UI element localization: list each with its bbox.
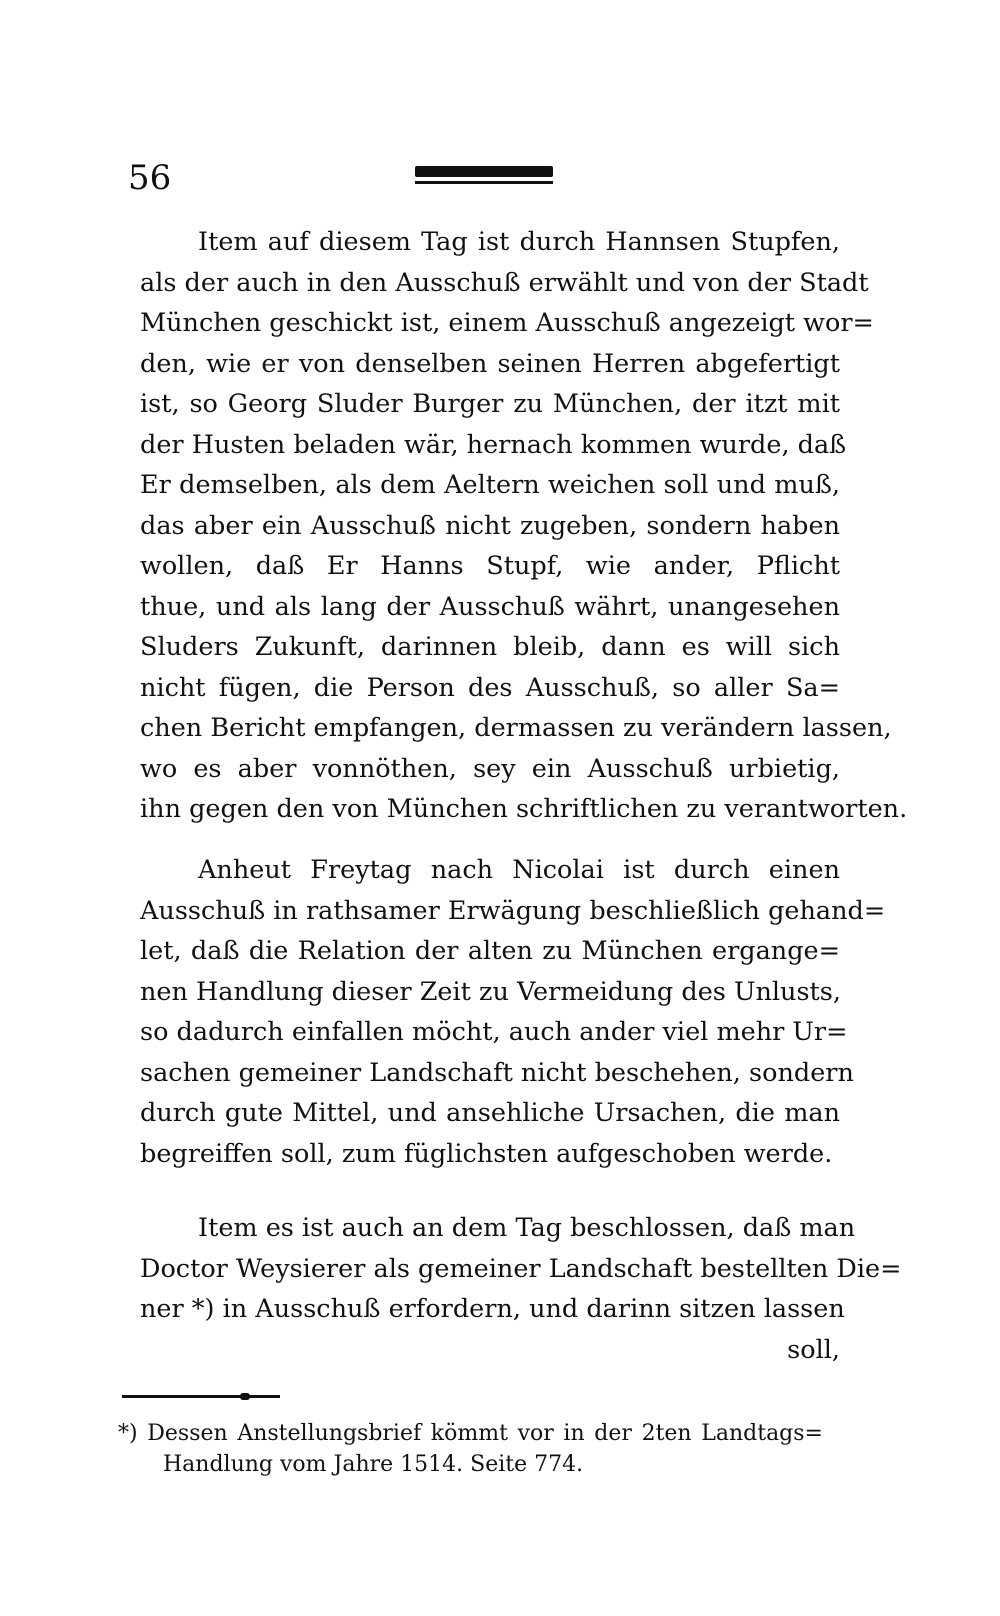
footnote-line: *) Dessen Anstellungsbrief kömmt vor in der 2ten Landtags= (118, 1421, 823, 1446)
text-line: wo es aber vonnöthen, sey ein Ausschuß urbietig, (140, 753, 840, 784)
paragraph-1 (140, 222, 908, 830)
footnote-rule-dot (240, 1393, 250, 1400)
text-line: nen Handlung dieser Zeit zu Vermeidung des Unlusts, (140, 976, 841, 1007)
text-line: thue, und als lang der Ausschuß währt, unangesehen (140, 591, 840, 622)
text-line: ihn gegen den von München schriftlichen zu verantworten. (140, 794, 908, 824)
header-rule-thick (415, 166, 553, 177)
text-line: Sluders Zukunft, darinnen bleib, dann es will sich (140, 632, 840, 662)
text-line: der Husten beladen wär, hernach kommen wurde, daß (140, 429, 847, 460)
text-line: begreiffen soll, zum füglichsten aufgeschoben werde. (140, 1138, 833, 1169)
footnote-rule (122, 1393, 280, 1399)
text-line: das aber ein Ausschuß nicht zugeben, sondern haben (140, 510, 840, 541)
paragraph-2 (140, 850, 886, 1174)
page-number: 56 (128, 158, 172, 198)
text-line: Item auf diesem Tag ist durch Hannsen Stupfen, (198, 227, 840, 257)
text-line: Anheut Freytag nach Nicolai ist durch einen (198, 855, 840, 885)
text-line: sachen gemeiner Landschaft nicht beschehen, sondern (140, 1057, 854, 1088)
text-line: Doctor Weysierer als gemeiner Landschaft bestellten Die= (140, 1253, 902, 1284)
text-line: let, daß die Relation der alten zu München ergange= (140, 936, 840, 966)
text-line: nicht fügen, die Person des Ausschuß, so aller Sa= (140, 672, 840, 703)
text-line: den, wie er von denselben seinen Herren abgefertigt (140, 348, 840, 379)
text-line: ner *) in Ausschuß erfordern, und darinn sitzen lassen (140, 1294, 845, 1324)
paragraph-3 (140, 1208, 902, 1370)
footnote-line: Handlung vom Jahre 1514. Seite 774. (163, 1452, 584, 1477)
text-line: ist, so Georg Sluder Burger zu München, der itzt mit (140, 389, 840, 419)
header-rule-thin (415, 181, 553, 184)
catchword: soll, (787, 1334, 840, 1365)
text-line: chen Bericht empfangen, dermassen zu verändern lassen, (140, 713, 892, 743)
footnote (118, 1418, 823, 1480)
text-line: Er demselben, als dem Aeltern weichen soll und muß, (140, 470, 840, 500)
footnote-rule-line (122, 1395, 280, 1398)
text-line: wollen, daß Er Hanns Stupf, wie ander, Pflicht (140, 551, 840, 581)
text-line: München geschickt ist, einem Ausschuß angezeigt wor= (140, 308, 874, 338)
header-rule (415, 166, 553, 188)
text-line: so dadurch einfallen möcht, auch ander viel mehr Ur= (140, 1017, 848, 1047)
text-line: Item es ist auch an dem Tag beschlossen, daß man (198, 1213, 856, 1243)
text-line: durch gute Mittel, und ansehliche Ursachen, die man (140, 1098, 840, 1128)
text-line: als der auch in den Ausschuß erwählt und von der Stadt (140, 267, 869, 298)
text-line: Ausschuß in rathsamer Erwägung beschließlich gehand= (140, 895, 886, 926)
